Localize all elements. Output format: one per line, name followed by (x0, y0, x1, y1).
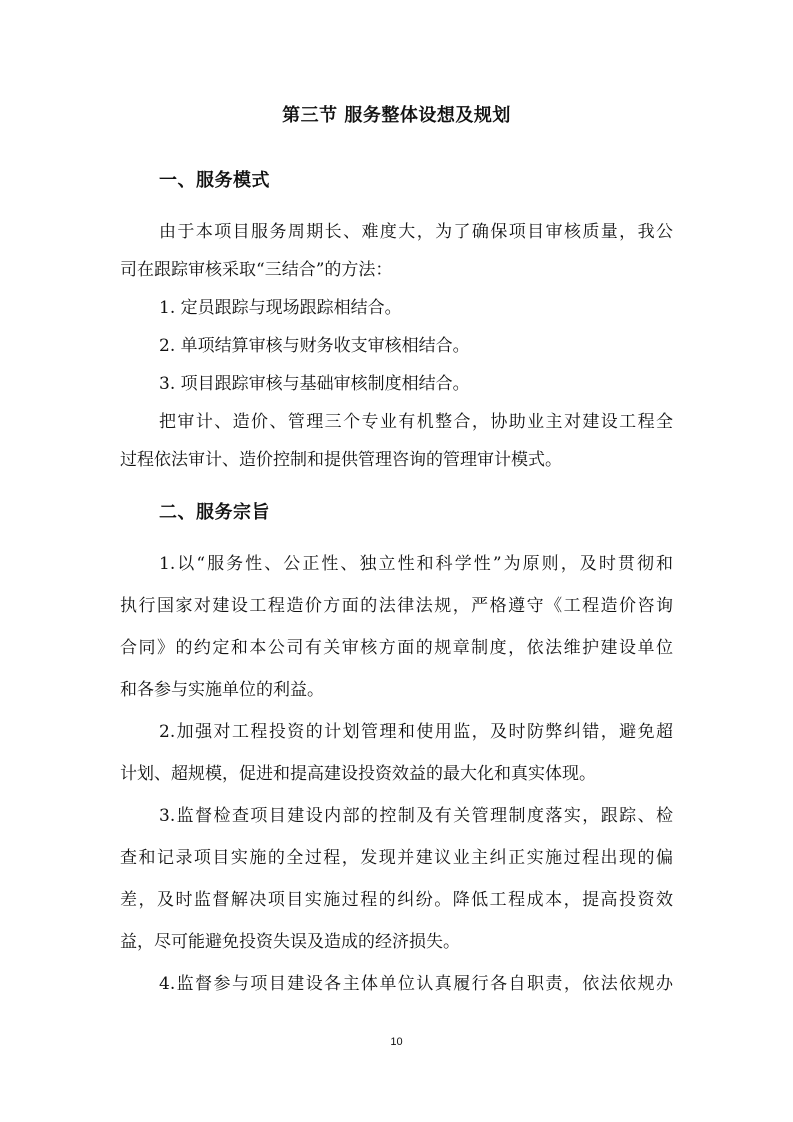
page-number: 10 (390, 1036, 403, 1048)
list-item: 1. 定员跟踪与现场跟踪相结合。 (159, 298, 402, 318)
paragraph-line: 由于本项目服务周期长、难度大，为了确保项目审核质量，我公 (159, 222, 673, 242)
paragraph-line: 和各参与实施单位的利益。 (120, 680, 324, 700)
list-item: 3. 项目跟踪审核与基础审核制度相结合。 (159, 374, 470, 394)
paragraph-line: 司在跟踪审核采取“三结合”的方法： (120, 260, 393, 280)
paragraph-line: 4.监督参与项目建设各主体单位认真履行各自职责，依法依规办 (159, 974, 673, 994)
paragraph-line: 2.加强对工程投资的计划管理和使用监，及时防弊纠错，避免超 (159, 722, 673, 742)
paragraph-line: 1.以“服务性、公正性、独立性和科学性”为原则，及时贯彻和 (159, 554, 673, 574)
section-heading-service-purpose: 二、服务宗旨 (159, 502, 270, 523)
paragraph-line: 查和记录项目实施的全过程，发现并建议业主纠正实施过程出现的偏 (120, 848, 673, 868)
paragraph-line: 计划、超规模，促进和提高建设投资效益的最大化和真实体现。 (120, 764, 596, 784)
paragraph-line: 过程依法审计、造价控制和提供管理咨询的管理审计模式。 (120, 450, 562, 470)
list-item: 2. 单项结算审核与财务收支审核相结合。 (159, 336, 470, 356)
section-heading-service-mode: 一、服务模式 (159, 170, 270, 191)
paragraph-line: 3.监督检查项目建设内部的控制及有关管理制度落实，跟踪、检 (159, 806, 673, 826)
paragraph-line: 把审计、造价、管理三个专业有机整合，协助业主对建设工程全 (159, 412, 673, 432)
paragraph-line: 执行国家对建设工程造价方面的法律法规，严格遵守《工程造价咨询 (120, 596, 673, 616)
paragraph-line: 合同》的约定和本公司有关审核方面的规章制度，依法维护建设单位 (120, 638, 673, 658)
paragraph-line: 差，及时监督解决项目实施过程的纠纷。降低工程成本，提高投资效 (120, 890, 673, 910)
page-title: 第三节 服务整体设想及规划 (282, 105, 511, 126)
paragraph-line: 益，尽可能避免投资失误及造成的经济损失。 (120, 932, 460, 952)
